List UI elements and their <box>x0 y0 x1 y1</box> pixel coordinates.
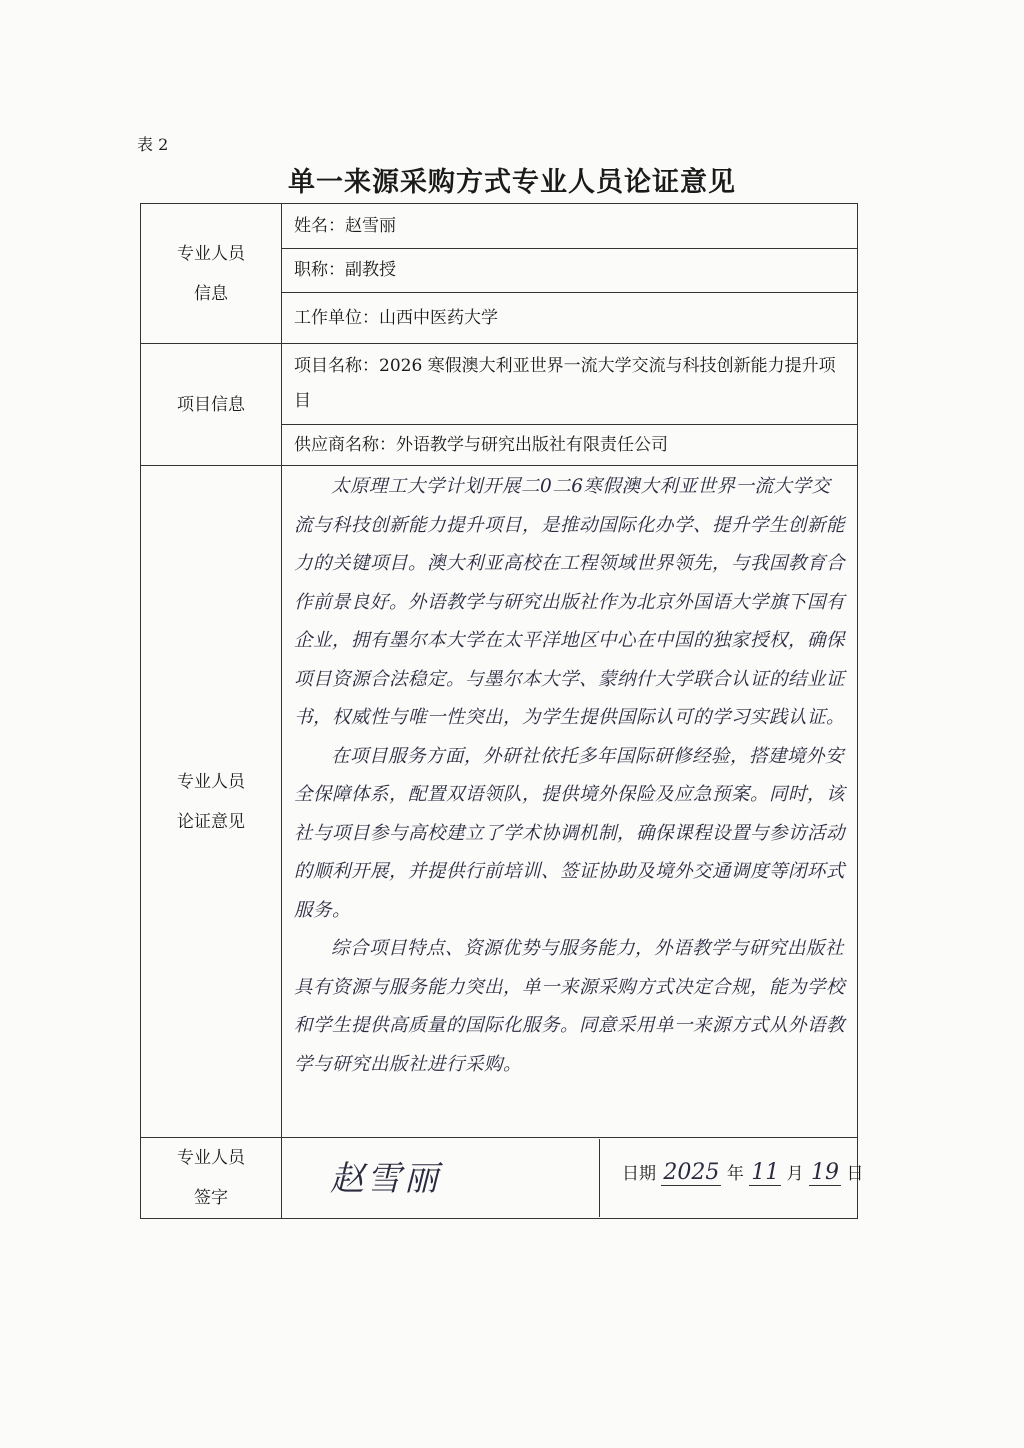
signature-cell <box>282 1138 864 1219</box>
opinion-label: 专业人员 论证意见 <box>141 466 282 1138</box>
table-number: 表 2 <box>137 135 169 154</box>
signature-date: 日期 2025 年 11 月 19 日 <box>622 1160 864 1185</box>
opinion-text-cell <box>282 466 858 1138</box>
opinion-form-table <box>140 203 864 1219</box>
date-day: 19 <box>811 1160 840 1185</box>
signature-label: 专业人员 签字 <box>141 1138 282 1219</box>
title-field: 职称：副教授 <box>282 249 858 293</box>
opinion-paragraph-1: 太原理工大学计划开展二0二6寒假澳大利亚世界一流大学交流与科技创新能力提升项目，是推动国际化办学、提升学生创新能力的关键项目。澳大利亚高校在工程领域世界领先，与我国教育合作前景良好。外语教学与研究出版社作为北京外国语大学旗下国有企业，拥有墨尔本大学在太平洋地区中心在中国的独家授权，确保项目资源合法稳定。与墨尔本大学、蒙纳什大学联合认证的结业证书，权威性与唯一性突出，为学生提供国际认可的学习实践认证。 <box>294 476 846 728</box>
supplier-field: 供应商名称：外语教学与研究出版社有限责任公司 <box>282 425 858 466</box>
project-info-label: 项目信息 <box>141 344 282 466</box>
handwritten-opinion <box>282 466 857 1088</box>
handwritten-signature: 赵雪丽 <box>330 1159 441 1199</box>
project-name-field: 项目名称：2026 寒假澳大利亚世界一流大学交流与科技创新能力提升项目 <box>282 344 858 425</box>
opinion-paragraph-3: 综合项目特点、资源优势与服务能力，外语教学与研究出版社具有资源与服务能力突出，单一来源采购方式决定合规，能为学校和学生提供高质量的国际化服务。同意采用单一来源方式从外语教学与研究出版社进行采购。 <box>294 938 846 1075</box>
employer-field: 工作单位：山西中医药大学 <box>282 293 858 344</box>
document-title: 单一来源采购方式专业人员论证意见 <box>288 167 736 198</box>
name-field: 姓名：赵雪丽 <box>282 204 858 249</box>
date-box <box>599 1139 864 1217</box>
personnel-info-label: 专业人员 信息 <box>141 204 282 344</box>
date-year: 2025 <box>663 1160 720 1185</box>
opinion-paragraph-2: 在项目服务方面，外研社依托多年国际研修经验，搭建境外安全保障体系，配置双语领队，提供境外保险及应急预案。同时，该社与项目参与高校建立了学术协调机制，确保课程设置与参访活动的顺利开展，并提供行前培训、签证协助及境外交通调度等闭环式服务。 <box>294 745 846 921</box>
date-month: 11 <box>751 1160 780 1185</box>
